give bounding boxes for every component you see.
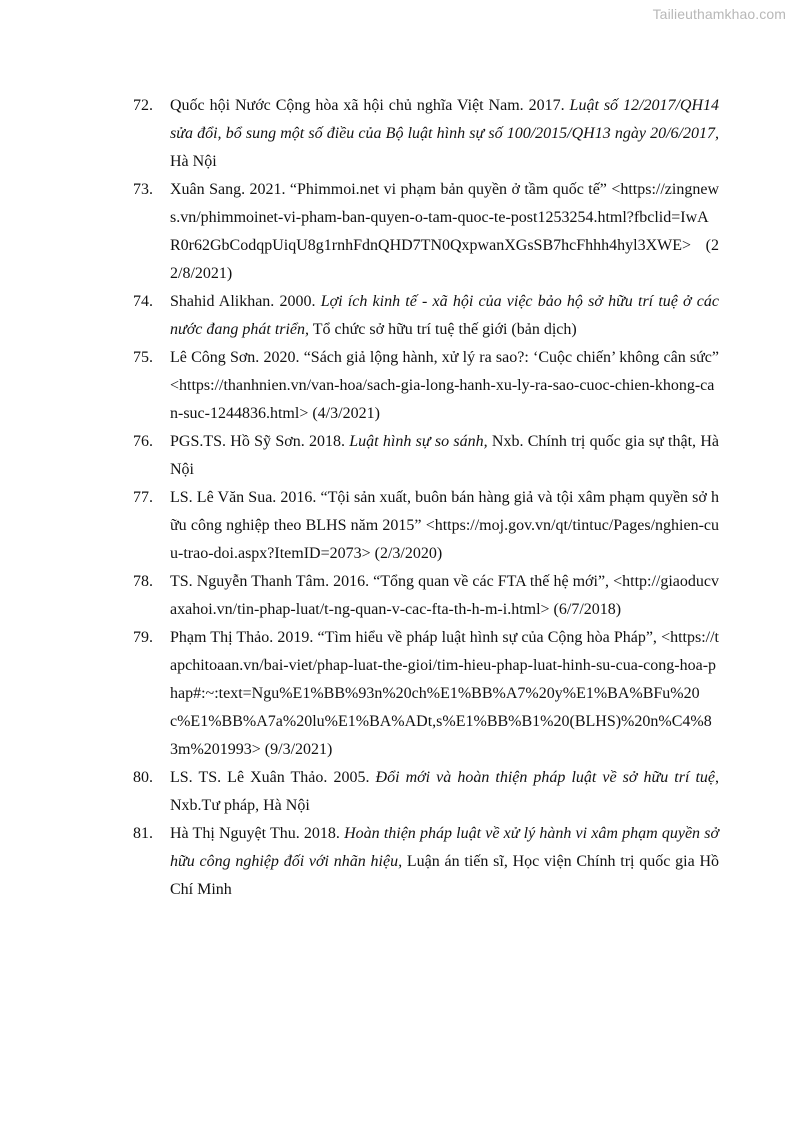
reference-body: LS. TS. Lê Xuân Thảo. 2005. Đổi mới và hoàn thiện pháp luật về sở hữu trí tuệ, Nxb.Tư pháp, Hà Nội (170, 769, 720, 814)
reference-item (133, 92, 719, 176)
reference-number: 78. (133, 573, 153, 590)
reference-item (133, 764, 719, 820)
reference-item (133, 288, 719, 344)
reference-body: Quốc hội Nước Cộng hòa xã hội chủ nghĩa Việt Nam. 2017. Luật số 12/2017/QH14 sửa đổi, bổ sung một số điều của Bộ luật hình sự số 100/2015/QH13 ngày 20/6/2017, Hà Nội (170, 97, 719, 170)
reference-number: 75. (133, 349, 153, 366)
reference-number: 80. (133, 769, 153, 786)
reference-item (133, 624, 719, 764)
reference-number: 76. (133, 433, 153, 450)
reference-item (133, 568, 719, 624)
reference-number: 74. (133, 293, 153, 310)
reference-number: 81. (133, 825, 153, 842)
reference-item (133, 176, 719, 288)
reference-body: Phạm Thị Thảo. 2019. “Tìm hiểu về pháp luật hình sự của Cộng hòa Pháp”, <https://tapchitoaan.vn/bai-viet/phap-luat-the-gioi/tim-hieu-phap-luat-hinh-su-cua-cong-hoa-phap#:~:text=Ngu%E1%BB%93n%20ch%E1%BB%A7%20y%E1%BA%BFu%20c%E1%BB%A7a%20lu%E1%BA%ADt,s%E1%BB%B1%20(BLHS)%20n%C4%83m%201993> (9/3/2021) (170, 629, 719, 758)
reference-body: Shahid Alikhan. 2000. Lợi ích kinh tế - xã hội của việc bảo hộ sở hữu trí tuệ ở các nước đang phát triển, Tổ chức sở hữu trí tuệ thế giới (bản dịch) (170, 293, 719, 338)
reference-body: TS. Nguyễn Thanh Tâm. 2016. “Tổng quan về các FTA thế hệ mới”, <http://giaoducvaxahoi.vn/tin-phap-luat/t-ng-quan-v-cac-fta-th-h-m-i.html> (6/7/2018) (170, 573, 719, 618)
reference-item (133, 428, 719, 484)
reference-item (133, 820, 719, 904)
reference-title: Lợi ích kinh tế - xã hội của việc bảo hộ sở hữu trí tuệ ở các nước đang phát triển, (170, 293, 719, 338)
reference-item (133, 344, 719, 428)
watermark-text: Tailieuthamkhao.com (652, 6, 786, 22)
reference-list (133, 92, 719, 904)
reference-title: Luật hình sự so sánh, (349, 433, 488, 450)
reference-body: PGS.TS. Hồ Sỹ Sơn. 2018. Luật hình sự so sánh, Nxb. Chính trị quốc gia sự thật, Hà Nội (170, 433, 719, 478)
reference-title: Luật số 12/2017/QH14 sửa đổi, bổ sung một số điều của Bộ luật hình sự số 100/2015/QH13 ngày 20/6/2017, (170, 97, 719, 142)
reference-item (133, 484, 719, 568)
reference-number: 73. (133, 181, 153, 198)
reference-body: Lê Công Sơn. 2020. “Sách giả lộng hành, xử lý ra sao?: ‘Cuộc chiến’ không cân sức” <https://thanhnien.vn/van-hoa/sach-gia-long-hanh-xu-ly-ra-sao-cuoc-chien-khong-can-suc-1244836.html> (4/3/2021) (170, 349, 719, 422)
reference-title: Hoàn thiện pháp luật về xử lý hành vi xâm phạm quyền sở hữu công nghiệp đối với nhãn hiệu, (170, 825, 719, 870)
reference-number: 72. (133, 97, 153, 114)
reference-body: LS. Lê Văn Sua. 2016. “Tội sản xuất, buôn bán hàng giả và tội xâm phạm quyền sở hữu công nghiệp theo BLHS năm 2015” <https://moj.gov.vn/qt/tintuc/Pages/nghien-cuu-trao-doi.aspx?ItemID=2073> (2/3/2020) (170, 489, 719, 562)
reference-body: Hà Thị Nguyệt Thu. 2018. Hoàn thiện pháp luật về xử lý hành vi xâm phạm quyền sở hữu công nghiệp đối với nhãn hiệu, Luận án tiến sĩ, Học viện Chính trị quốc gia Hồ Chí Minh (170, 825, 720, 898)
reference-number: 77. (133, 489, 153, 506)
reference-body: Xuân Sang. 2021. “Phimmoi.net vi phạm bản quyền ở tầm quốc tế” <https://zingnews.vn/phimmoinet-vi-pham-ban-quyen-o-tam-quoc-te-post1253254.html?fbclid=IwAR0r62GbCodqpUiqU8g1rnhFdnQHD7TN0QxpwanXGsSB7hcFhhh4hyl3XWE> (22/8/2021) (170, 181, 719, 282)
reference-number: 79. (133, 629, 153, 646)
reference-title: Đổi mới và hoàn thiện pháp luật về sở hữu trí tuệ (375, 769, 716, 786)
